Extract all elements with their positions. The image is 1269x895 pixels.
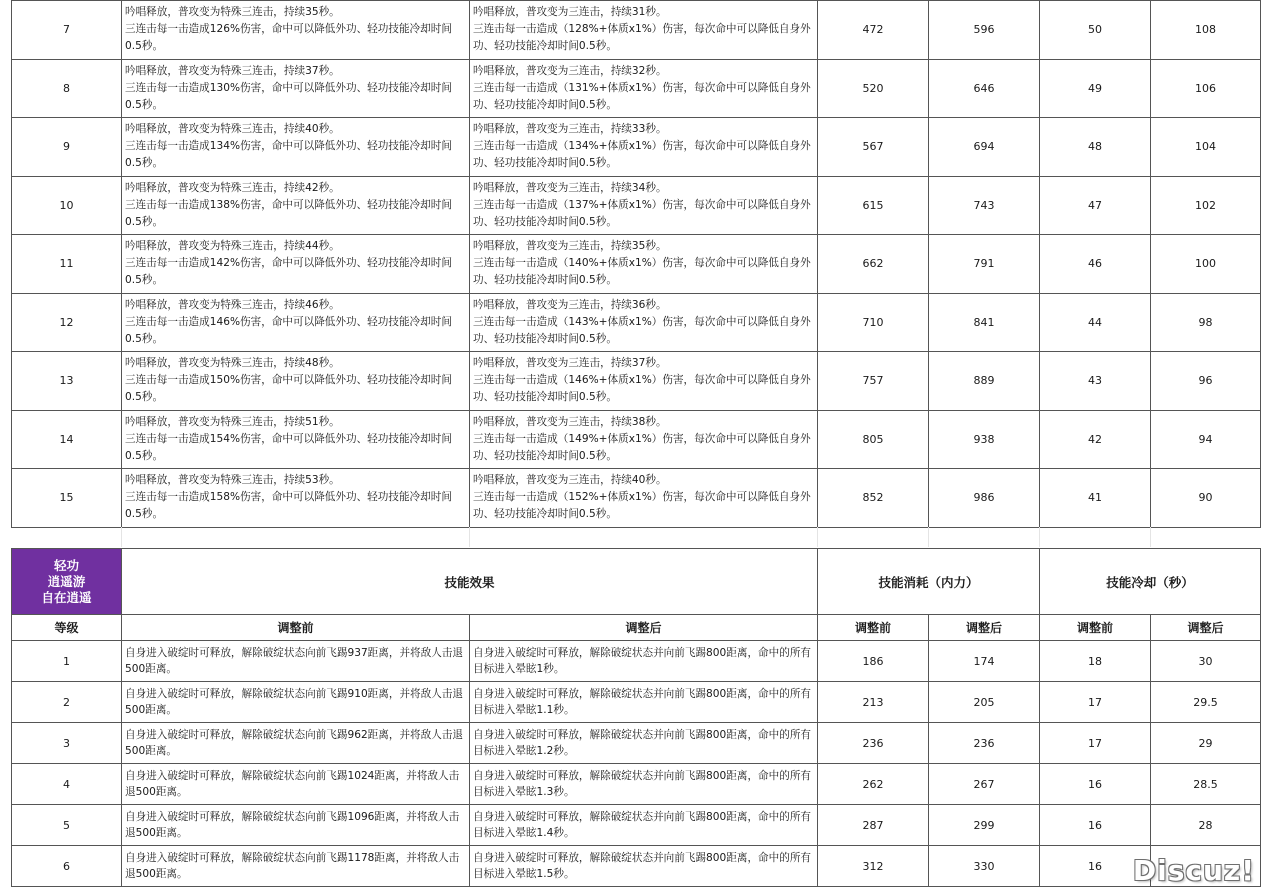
cooldown-before-cell: 42 (1040, 410, 1151, 469)
effect-before-cell: 吟唱释放，普攻变为特殊三连击，持续37秒。 三连击每一击造成130%伤害，命中可以降低外功、轻功技能冷却时间0.5秒。 (122, 59, 470, 118)
cost-after-cell: 236 (929, 723, 1040, 764)
cost-after-cell: 267 (929, 764, 1040, 805)
cooldown-after-cell: 30 (1151, 641, 1261, 682)
level-cell: 4 (12, 764, 122, 805)
effect-after-cell: 吟唱释放，普攻变为三连击，持续35秒。 三连击每一击造成（140%+体质x1%）伤害，每次命中可以降低自身外功、轻功技能冷却时间0.5秒。 (470, 235, 818, 294)
table-row (12, 235, 1261, 294)
effect-after-cell: 自身进入破绽时可释放，解除破绽状态并向前飞踢800距离，命中的所有目标进入晕眩1.5秒。 (470, 846, 818, 887)
col-effect-after: 调整后 (470, 615, 818, 641)
table-row (12, 846, 1261, 887)
table-row (12, 59, 1261, 118)
level-cell: 1 (12, 641, 122, 682)
level-cell: 7 (12, 1, 122, 60)
effect-after-cell: 吟唱释放，普攻变为三连击，持续34秒。 三连击每一击造成（137%+体质x1%）伤害，每次命中可以降低自身外功、轻功技能冷却时间0.5秒。 (470, 176, 818, 235)
cooldown-after-cell: 106 (1151, 59, 1261, 118)
level-cell: 12 (12, 293, 122, 352)
cost-before-cell: 615 (818, 176, 929, 235)
effect-after-cell: 自身进入破绽时可释放，解除破绽状态并向前飞踢800距离，命中的所有目标进入晕眩1.4秒。 (470, 805, 818, 846)
table-gap (11, 527, 1260, 547)
level-cell: 9 (12, 118, 122, 177)
cost-before-cell: 520 (818, 59, 929, 118)
discuz-watermark: Discuz! (1132, 854, 1255, 887)
cost-before-cell: 213 (818, 682, 929, 723)
cooldown-before-cell: 18 (1040, 641, 1151, 682)
effect-after-cell: 吟唱释放，普攻变为三连击，持续38秒。 三连击每一击造成（149%+体质x1%）伤害，每次命中可以降低自身外功、轻功技能冷却时间0.5秒。 (470, 410, 818, 469)
cooldown-after-cell: 94 (1151, 410, 1261, 469)
header-cooldown: 技能冷却（秒） (1040, 549, 1261, 615)
cooldown-after-cell: 108 (1151, 1, 1261, 60)
cost-after-cell: 694 (929, 118, 1040, 177)
cost-after-cell: 596 (929, 1, 1040, 60)
cost-before-cell: 262 (818, 764, 929, 805)
cost-before-cell: 852 (818, 469, 929, 528)
cost-before-cell: 757 (818, 352, 929, 411)
level-cell: 10 (12, 176, 122, 235)
header-cost: 技能消耗（内力） (818, 549, 1040, 615)
cooldown-before-cell: 43 (1040, 352, 1151, 411)
cooldown-before-cell: 41 (1040, 469, 1151, 528)
table-row (12, 641, 1261, 682)
col-cost-before: 调整前 (818, 615, 929, 641)
cooldown-before-cell: 44 (1040, 293, 1151, 352)
cooldown-before-cell: 16 (1040, 846, 1151, 887)
cooldown-after-cell: 90 (1151, 469, 1261, 528)
table-row (12, 352, 1261, 411)
cost-before-cell: 312 (818, 846, 929, 887)
cooldown-before-cell: 17 (1040, 723, 1151, 764)
cooldown-before-cell: 50 (1040, 1, 1151, 60)
cooldown-after-cell: 102 (1151, 176, 1261, 235)
cost-before-cell: 805 (818, 410, 929, 469)
effect-before-cell: 吟唱释放，普攻变为特殊三连击，持续35秒。 三连击每一击造成126%伤害，命中可以降低外功、轻功技能冷却时间0.5秒。 (122, 1, 470, 60)
level-cell: 14 (12, 410, 122, 469)
cooldown-before-cell: 17 (1040, 682, 1151, 723)
cooldown-after-cell: 28 (1151, 805, 1261, 846)
table-row (12, 1, 1261, 60)
cost-after-cell: 889 (929, 352, 1040, 411)
level-cell: 13 (12, 352, 122, 411)
effect-after-cell: 自身进入破绽时可释放，解除破绽状态并向前飞踢800距离，命中的所有目标进入晕眩1秒。 (470, 641, 818, 682)
col-cd-before: 调整前 (1040, 615, 1151, 641)
table-row (12, 469, 1261, 528)
cooldown-after-cell: 98 (1151, 293, 1261, 352)
cooldown-after-cell: 29.5 (1151, 682, 1261, 723)
cooldown-before-cell: 46 (1040, 235, 1151, 294)
effect-after-cell: 自身进入破绽时可释放，解除破绽状态并向前飞踢800距离，命中的所有目标进入晕眩1.3秒。 (470, 764, 818, 805)
col-level: 等级 (12, 615, 122, 641)
skill-table-xiaoyaoyou (11, 548, 1261, 887)
skill-name-cell: 轻功 逍遥游 自在逍遥 (12, 549, 122, 615)
level-cell: 3 (12, 723, 122, 764)
effect-before-cell: 吟唱释放，普攻变为特殊三连击，持续44秒。 三连击每一击造成142%伤害，命中可以降低外功、轻功技能冷却时间0.5秒。 (122, 235, 470, 294)
cooldown-before-cell: 47 (1040, 176, 1151, 235)
effect-after-cell: 吟唱释放，普攻变为三连击，持续31秒。 三连击每一击造成（128%+体质x1%）伤害，每次命中可以降低自身外功、轻功技能冷却时间0.5秒。 (470, 1, 818, 60)
table-row (12, 764, 1261, 805)
cost-before-cell: 710 (818, 293, 929, 352)
effect-before-cell: 自身进入破绽时可释放，解除破绽状态向前飞踢937距离，并将敌人击退500距离。 (122, 641, 470, 682)
effect-before-cell: 吟唱释放，普攻变为特殊三连击，持续46秒。 三连击每一击造成146%伤害，命中可以降低外功、轻功技能冷却时间0.5秒。 (122, 293, 470, 352)
effect-before-cell: 自身进入破绽时可释放，解除破绽状态向前飞踢910距离，并将敌人击退500距离。 (122, 682, 470, 723)
cooldown-after-cell: 28.5 (1151, 764, 1261, 805)
effect-before-cell: 自身进入破绽时可释放，解除破绽状态向前飞踢1024距离，并将敌人击退500距离。 (122, 764, 470, 805)
level-cell: 8 (12, 59, 122, 118)
cost-after-cell: 791 (929, 235, 1040, 294)
cost-after-cell: 299 (929, 805, 1040, 846)
cooldown-after-cell: 96 (1151, 352, 1261, 411)
cost-before-cell: 186 (818, 641, 929, 682)
cooldown-before-cell: 48 (1040, 118, 1151, 177)
effect-after-cell: 吟唱释放，普攻变为三连击，持续32秒。 三连击每一击造成（131%+体质x1%）伤害，每次命中可以降低自身外功、轻功技能冷却时间0.5秒。 (470, 59, 818, 118)
col-cd-after: 调整后 (1151, 615, 1261, 641)
effect-after-cell: 自身进入破绽时可释放，解除破绽状态并向前飞踢800距离，命中的所有目标进入晕眩1.1秒。 (470, 682, 818, 723)
effect-before-cell: 吟唱释放，普攻变为特殊三连击，持续48秒。 三连击每一击造成150%伤害，命中可以降低外功、轻功技能冷却时间0.5秒。 (122, 352, 470, 411)
cost-before-cell: 567 (818, 118, 929, 177)
table-row (12, 723, 1261, 764)
cost-after-cell: 330 (929, 846, 1040, 887)
table-row (12, 118, 1261, 177)
cost-after-cell: 743 (929, 176, 1040, 235)
level-table-upper (11, 0, 1261, 528)
effect-before-cell: 吟唱释放，普攻变为特殊三连击，持续51秒。 三连击每一击造成154%伤害，命中可以降低外功、轻功技能冷却时间0.5秒。 (122, 410, 470, 469)
cost-before-cell: 287 (818, 805, 929, 846)
table-row (12, 682, 1261, 723)
cost-after-cell: 646 (929, 59, 1040, 118)
effect-after-cell: 吟唱释放，普攻变为三连击，持续40秒。 三连击每一击造成（152%+体质x1%）伤害，每次命中可以降低自身外功、轻功技能冷却时间0.5秒。 (470, 469, 818, 528)
cooldown-before-cell: 16 (1040, 764, 1151, 805)
effect-after-cell: 自身进入破绽时可释放，解除破绽状态并向前飞踢800距离，命中的所有目标进入晕眩1.2秒。 (470, 723, 818, 764)
effect-before-cell: 自身进入破绽时可释放，解除破绽状态向前飞踢962距离，并将敌人击退500距离。 (122, 723, 470, 764)
effect-after-cell: 吟唱释放，普攻变为三连击，持续33秒。 三连击每一击造成（134%+体质x1%）伤害，每次命中可以降低自身外功、轻功技能冷却时间0.5秒。 (470, 118, 818, 177)
cost-after-cell: 205 (929, 682, 1040, 723)
effect-before-cell: 吟唱释放，普攻变为特殊三连击，持续53秒。 三连击每一击造成158%伤害，命中可以降低外功、轻功技能冷却时间0.5秒。 (122, 469, 470, 528)
cooldown-after-cell: 29 (1151, 723, 1261, 764)
level-cell: 15 (12, 469, 122, 528)
header-effect: 技能效果 (122, 549, 818, 615)
effect-after-cell: 吟唱释放，普攻变为三连击，持续37秒。 三连击每一击造成（146%+体质x1%）伤害，每次命中可以降低自身外功、轻功技能冷却时间0.5秒。 (470, 352, 818, 411)
effect-before-cell: 自身进入破绽时可释放，解除破绽状态向前飞踢1096距离，并将敌人击退500距离。 (122, 805, 470, 846)
effect-before-cell: 自身进入破绽时可释放，解除破绽状态向前飞踢1178距离，并将敌人击退500距离。 (122, 846, 470, 887)
table-row (12, 293, 1261, 352)
level-cell: 2 (12, 682, 122, 723)
table-row (12, 805, 1261, 846)
cost-after-cell: 174 (929, 641, 1040, 682)
effect-before-cell: 吟唱释放，普攻变为特殊三连击，持续40秒。 三连击每一击造成134%伤害，命中可以降低外功、轻功技能冷却时间0.5秒。 (122, 118, 470, 177)
level-cell: 5 (12, 805, 122, 846)
cooldown-before-cell: 49 (1040, 59, 1151, 118)
table-row (12, 410, 1261, 469)
cost-after-cell: 938 (929, 410, 1040, 469)
effect-after-cell: 吟唱释放，普攻变为三连击，持续36秒。 三连击每一击造成（143%+体质x1%）伤害，每次命中可以降低自身外功、轻功技能冷却时间0.5秒。 (470, 293, 818, 352)
cost-before-cell: 662 (818, 235, 929, 294)
cost-after-cell: 841 (929, 293, 1040, 352)
cost-before-cell: 472 (818, 1, 929, 60)
cooldown-after-cell: 104 (1151, 118, 1261, 177)
col-effect-before: 调整前 (122, 615, 470, 641)
cooldown-before-cell: 16 (1040, 805, 1151, 846)
col-cost-after: 调整后 (929, 615, 1040, 641)
effect-before-cell: 吟唱释放，普攻变为特殊三连击，持续42秒。 三连击每一击造成138%伤害，命中可以降低外功、轻功技能冷却时间0.5秒。 (122, 176, 470, 235)
table-row (12, 176, 1261, 235)
level-cell: 6 (12, 846, 122, 887)
cost-after-cell: 986 (929, 469, 1040, 528)
cost-before-cell: 236 (818, 723, 929, 764)
cooldown-after-cell: 100 (1151, 235, 1261, 294)
level-cell: 11 (12, 235, 122, 294)
